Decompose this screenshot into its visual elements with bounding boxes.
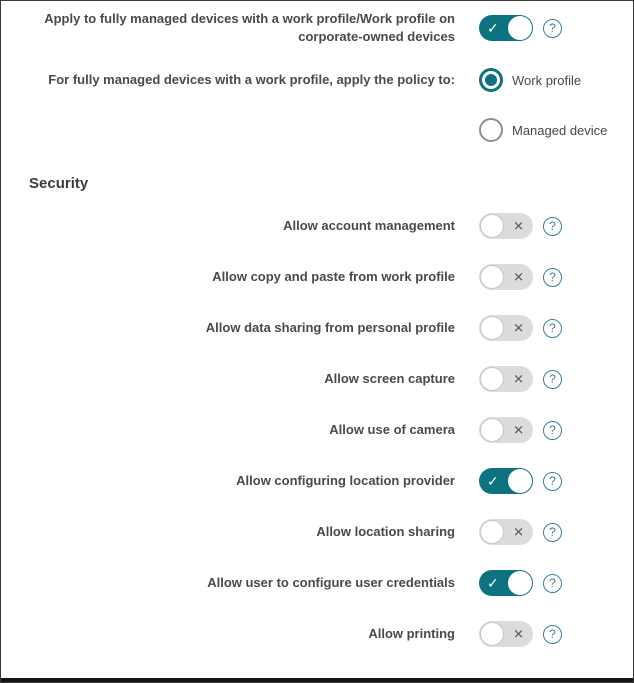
radio-button-icon xyxy=(479,118,503,142)
check-icon: ✓ xyxy=(487,20,499,36)
setting-row-allow-use-of-camera xyxy=(21,417,613,443)
radio-label: Managed device xyxy=(512,122,608,138)
help-icon[interactable] xyxy=(543,523,562,542)
check-icon: ✓ xyxy=(487,473,499,489)
toggle-allow-configuring-location-provider[interactable] xyxy=(479,468,533,494)
setting-controls xyxy=(479,468,613,494)
setting-row-allow-account-management xyxy=(21,213,613,239)
radio-button-icon xyxy=(479,68,503,92)
help-icon[interactable] xyxy=(543,217,562,236)
help-icon[interactable] xyxy=(543,319,562,338)
toggle-knob xyxy=(480,622,504,646)
help-glyph: ? xyxy=(549,219,556,233)
x-icon: ✕ xyxy=(513,269,524,285)
help-glyph: ? xyxy=(549,576,556,590)
help-icon[interactable] xyxy=(543,19,562,38)
setting-label: Allow screen capture xyxy=(324,371,455,386)
setting-label: Allow configuring location provider xyxy=(236,473,455,488)
help-icon[interactable] xyxy=(543,370,562,389)
x-icon: ✕ xyxy=(513,218,524,234)
toggle-allow-account-management[interactable] xyxy=(479,213,533,239)
x-icon: ✕ xyxy=(513,524,524,540)
setting-controls xyxy=(479,264,613,290)
toggle-knob xyxy=(508,469,532,493)
x-icon: ✕ xyxy=(513,320,524,336)
help-icon[interactable] xyxy=(543,268,562,287)
toggle-allow-user-configure-credentials[interactable] xyxy=(479,570,533,596)
help-glyph: ? xyxy=(549,627,556,641)
toggle-allow-location-sharing[interactable] xyxy=(479,519,533,545)
toggle-allow-use-of-camera[interactable] xyxy=(479,417,533,443)
toggle-knob xyxy=(480,316,504,340)
help-icon[interactable] xyxy=(543,625,562,644)
x-icon: ✕ xyxy=(513,422,524,438)
toggle-knob xyxy=(480,214,504,238)
toggle-apply-to-fully-managed[interactable] xyxy=(479,15,533,41)
setting-label: For fully managed devices with a work profile, apply the policy to: xyxy=(48,72,455,87)
setting-label: Allow copy and paste from work profile xyxy=(212,269,455,284)
toggle-allow-data-sharing-personal-profile[interactable] xyxy=(479,315,533,341)
x-icon: ✕ xyxy=(513,371,524,387)
toggle-knob xyxy=(508,571,532,595)
toggle-knob xyxy=(480,367,504,391)
bottom-window-edge xyxy=(1,678,633,682)
radio-label: Work profile xyxy=(512,72,582,88)
setting-row-allow-location-sharing xyxy=(21,519,613,545)
setting-label: Allow user to configure user credentials xyxy=(207,575,455,590)
help-glyph: ? xyxy=(549,423,556,437)
setting-row-policy-target xyxy=(21,68,613,142)
toggle-allow-copy-paste-work-profile[interactable] xyxy=(479,264,533,290)
setting-controls xyxy=(479,570,613,596)
toggle-knob xyxy=(480,265,504,289)
setting-row-allow-copy-paste-work-profile xyxy=(21,264,613,290)
policy-target-radio-group xyxy=(479,68,613,142)
toggle-knob xyxy=(480,418,504,442)
setting-controls xyxy=(479,315,613,341)
setting-row-allow-configuring-location-provider xyxy=(21,468,613,494)
setting-row-allow-data-sharing-personal-profile xyxy=(21,315,613,341)
setting-label: Apply to fully managed devices with a work profile/Work profile on corporate-owned devices xyxy=(44,11,455,44)
toggle-allow-printing[interactable] xyxy=(479,621,533,647)
setting-controls xyxy=(479,417,613,443)
setting-controls xyxy=(479,519,613,545)
radio-dot xyxy=(485,74,497,86)
help-glyph: ? xyxy=(549,474,556,488)
check-icon: ✓ xyxy=(487,575,499,591)
help-icon[interactable] xyxy=(543,472,562,491)
section-heading-security: Security xyxy=(29,175,89,192)
setting-controls xyxy=(479,213,613,239)
toggle-knob xyxy=(480,520,504,544)
setting-controls xyxy=(479,15,613,41)
toggle-allow-screen-capture[interactable] xyxy=(479,366,533,392)
setting-row-apply-to-fully-managed xyxy=(21,10,613,46)
radio-managed-device[interactable] xyxy=(479,118,613,142)
setting-controls xyxy=(479,621,613,647)
setting-row-allow-printing xyxy=(21,621,613,647)
help-glyph: ? xyxy=(549,372,556,386)
help-icon[interactable] xyxy=(543,421,562,440)
radio-work-profile[interactable] xyxy=(479,68,613,92)
setting-label: Allow location sharing xyxy=(316,524,455,539)
help-glyph: ? xyxy=(549,321,556,335)
setting-row-allow-user-configure-credentials xyxy=(21,570,613,596)
help-icon[interactable] xyxy=(543,574,562,593)
help-glyph: ? xyxy=(549,21,556,35)
setting-label: Allow printing xyxy=(368,626,455,641)
x-icon: ✕ xyxy=(513,626,524,642)
help-glyph: ? xyxy=(549,270,556,284)
setting-label: Allow account management xyxy=(283,218,455,233)
help-glyph: ? xyxy=(549,525,556,539)
toggle-knob xyxy=(508,16,532,40)
settings-content xyxy=(1,1,633,647)
setting-label: Allow use of camera xyxy=(329,422,455,437)
setting-label: Allow data sharing from personal profile xyxy=(205,320,455,335)
setting-row-allow-screen-capture xyxy=(21,366,613,392)
setting-controls xyxy=(479,366,613,392)
